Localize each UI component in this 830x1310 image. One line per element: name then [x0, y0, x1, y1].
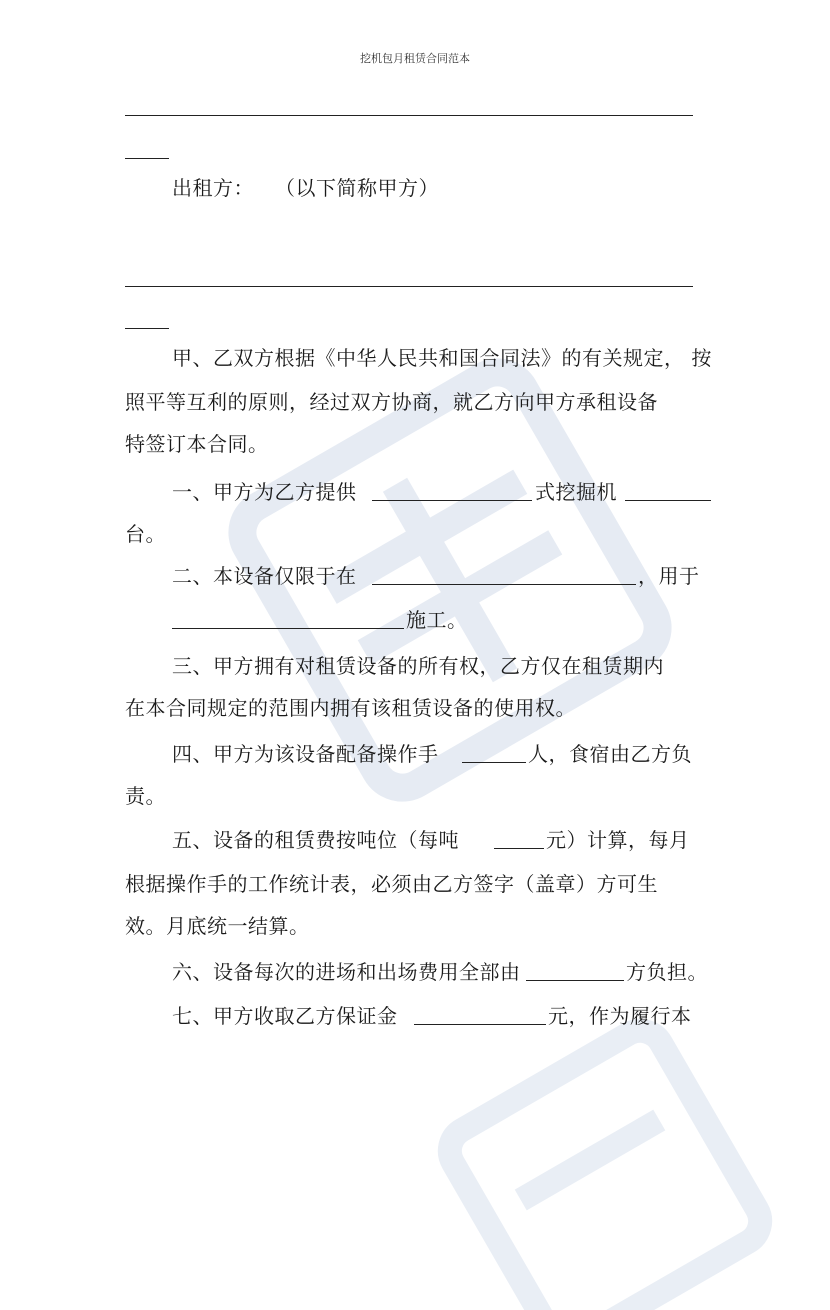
clause-2-text-b: ，用于	[638, 564, 700, 588]
clause-7-text-b: 元，作为履行本	[548, 1004, 692, 1028]
fill-line-2-tail	[125, 328, 169, 329]
clause-4-blank-operators[interactable]	[462, 744, 526, 763]
clause-2-blank-project[interactable]	[172, 610, 404, 629]
fill-line-2	[125, 286, 693, 287]
clause-6-text-b: 方负担。	[626, 960, 708, 984]
fill-line-1-tail	[125, 158, 169, 159]
clause-5-text-a: 五、设备的租赁费按吨位（每吨	[172, 828, 459, 852]
clause-2-text-c: 施工。	[406, 608, 468, 632]
fill-line-1	[125, 115, 693, 116]
clause-2-blank-location[interactable]	[372, 566, 636, 585]
clause-1-blank-count[interactable]	[625, 482, 711, 501]
clause-7-blank-deposit[interactable]	[414, 1006, 546, 1025]
preamble-text-2: 照平等互利的原则，经过双方协商，就乙方向甲方承租设备	[125, 390, 658, 414]
clause-5-blank-rate[interactable]	[494, 830, 544, 849]
clause-5-text-b: 元）计算，每月	[546, 828, 690, 852]
preamble-text-1: 甲、乙双方根据《中华人民共和国合同法》的有关规定， 按	[172, 346, 712, 370]
clause-2-text-a: 二、本设备仅限于在	[172, 564, 357, 588]
clause-6-text-a: 六、设备每次的进场和出场费用全部由	[172, 960, 521, 984]
lessor-note: （以下简称甲方）	[275, 176, 439, 200]
page-header-title: 挖机包月租赁合同范本	[360, 52, 470, 65]
preamble-text-3: 特签订本合同。	[125, 432, 269, 456]
clause-4-text-b: 人，食宿由乙方负	[528, 742, 692, 766]
clause-7-text-a: 七、甲方收取乙方保证金	[172, 1004, 398, 1028]
clause-1-text-b: 式挖掘机	[535, 480, 617, 504]
clause-5-text-2: 根据操作手的工作统计表，必须由乙方签字（盖章）方可生	[125, 872, 658, 896]
lessor-label: 出租方：	[172, 176, 254, 200]
clause-4-text-c: 责。	[125, 784, 166, 808]
clause-1-text-a: 一、甲方为乙方提供	[172, 480, 357, 504]
clause-1-text-c: 台。	[125, 522, 166, 546]
watermark-logo-lower	[380, 1010, 800, 1310]
clause-3-text-2: 在本合同规定的范围内拥有该租赁设备的使用权。	[125, 696, 576, 720]
clause-1-blank-model[interactable]	[372, 482, 532, 501]
clause-6-blank-party[interactable]	[526, 962, 624, 981]
clause-3-text-1: 三、甲方拥有对租赁设备的所有权，乙方仅在租赁期内	[172, 654, 664, 678]
clause-5-text-3: 效。月底统一结算。	[125, 914, 310, 938]
clause-4-text-a: 四、甲方为该设备配备操作手	[172, 742, 439, 766]
